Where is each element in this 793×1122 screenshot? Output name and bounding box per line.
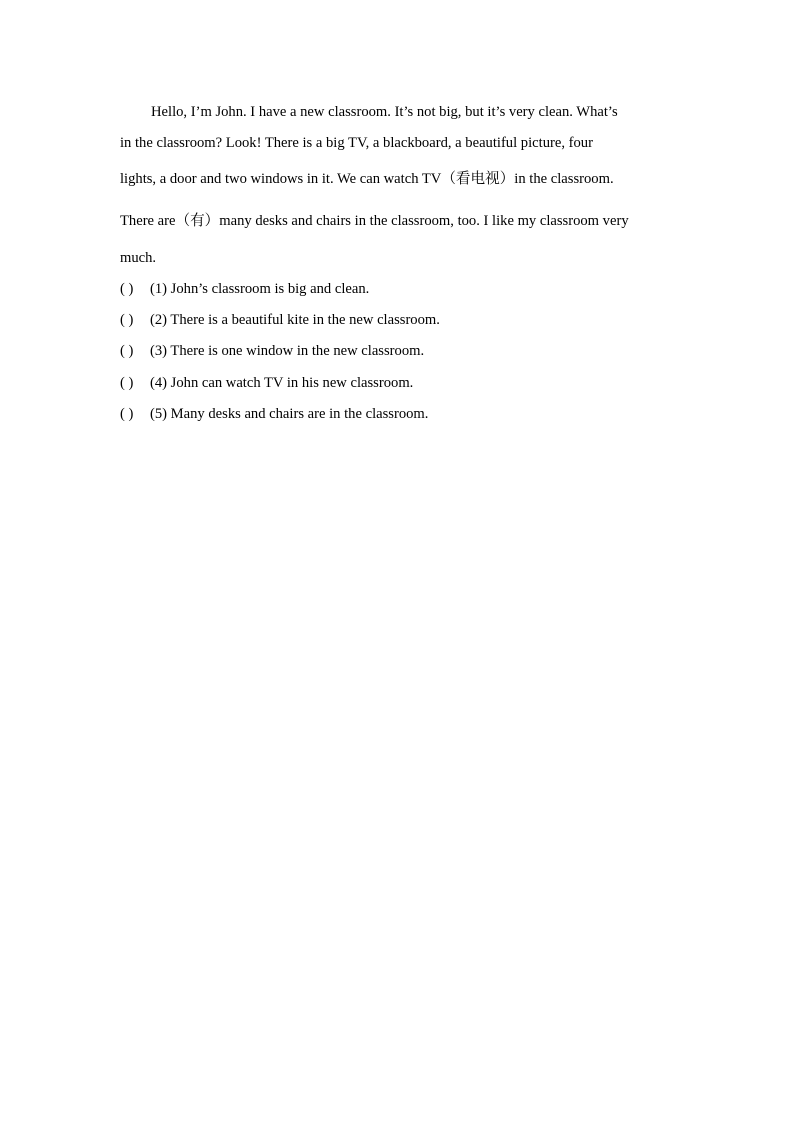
passage-line-4: There are（有）many desks and chairs in the classroom, too. I like my classroom very (120, 213, 629, 229)
question-item (120, 280, 369, 298)
question-item (120, 405, 428, 423)
answer-blank[interactable]: ( ) (120, 343, 134, 359)
question-text: (1) John’s classroom is big and clean. (150, 281, 370, 297)
passage-line-2: in the classroom? Look! There is a big TV, a blackboard, a beautiful picture, four (120, 135, 593, 151)
passage-line-3: lights, a door and two windows in it. We can watch TV（看电视）in the classroom. (120, 171, 614, 187)
question-text: (2) There is a beautiful kite in the new classroom. (150, 312, 440, 328)
answer-blank[interactable]: ( ) (120, 406, 134, 422)
passage-line-1: Hello, I’m John. I have a new classroom. It’s not big, but it’s very clean. What’s (151, 104, 618, 120)
passage-line-5: much. (120, 250, 157, 266)
question-text: (5) Many desks and chairs are in the classroom. (150, 406, 429, 422)
question-text: (3) There is one window in the new classroom. (150, 343, 425, 359)
question-item (120, 374, 413, 392)
answer-blank[interactable]: ( ) (120, 312, 134, 328)
question-text: (4) John can watch TV in his new classroom. (150, 375, 414, 391)
answer-blank[interactable]: ( ) (120, 281, 134, 297)
answer-blank[interactable]: ( ) (120, 375, 134, 391)
question-item (120, 342, 424, 360)
question-item (120, 311, 440, 329)
